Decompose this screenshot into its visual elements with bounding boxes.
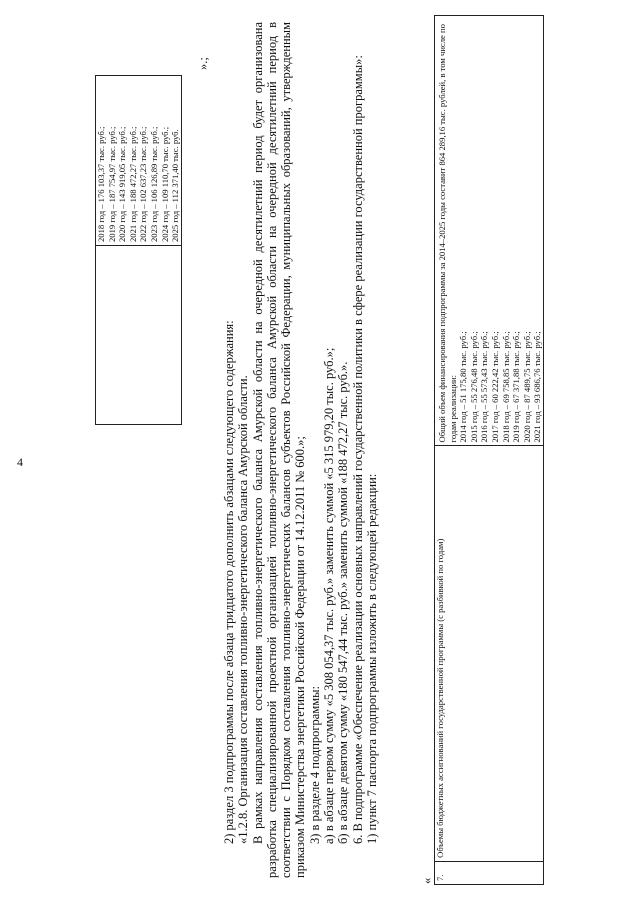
paragraph: «1.2.8. Организация составления топливно-энергетического баланса Амурской области.	[236, 375, 251, 844]
table-row	[96, 76, 182, 425]
top-table-empty-cell	[96, 245, 182, 424]
body-text	[222, 22, 379, 878]
top-table-years-cell	[96, 76, 182, 246]
year-line: 2016 год – 55 573,43 тыс. руб.;	[479, 331, 490, 443]
total-line: Общий объем финансирования подпрограммы за 2014–2025 годы составит 864 289,16 тыс. рублей, в том числе по годам реализации:	[437, 24, 458, 443]
year-line: 2020 год – 87 489,75 тыс. руб.;	[521, 331, 532, 443]
bottom-table	[434, 15, 544, 885]
paragraph: 6. В подпрограмме «Обеспечение реализации основных направлений государственной политики в сфере реализации государственной программы»:	[350, 55, 365, 844]
year-line: 2023 год – 106 126,89 тыс. руб.;	[148, 126, 159, 242]
year-line: 2019 год – 187 754,97 тыс. руб.;	[106, 126, 117, 242]
closing-quote: ».;	[196, 57, 210, 70]
year-line: 2019 год – 67 371,88 тыс. руб.;	[511, 331, 522, 443]
year-line: 2018 год – 69 758,85 тыс. руб.;	[500, 331, 511, 443]
row-label: Объемы бюджетных ассигнований государственной программы (с разбивкой по годам)	[435, 446, 544, 861]
year-line: 2021 год – 93 686,76 тыс. руб.;	[532, 331, 543, 443]
top-table	[95, 75, 182, 425]
year-line: 2017 год – 60 222,42 тыс. руб.;	[489, 331, 500, 443]
year-line: 2018 год – 176 103,37 тыс. руб.;	[96, 126, 106, 242]
year-line: 2014 год – 51 175,80 тыс. руб.;	[458, 331, 469, 443]
table-row	[435, 16, 544, 885]
year-line: 2024 год – 109 110,70 тыс. руб.;	[159, 126, 170, 242]
paragraph: б) в абзаце девятом сумму «180 547,44 тыс. руб.» заменить суммой «188 472,27 тыс. руб.».	[336, 361, 351, 844]
year-line: 2025 год – 112 371,40 тыс. руб.	[170, 129, 181, 242]
rotated-page-content	[10, 10, 630, 890]
year-line: 2020 год – 143 919,05 тыс. руб.;	[117, 126, 128, 242]
paragraph: 1) пункт 7 паспорта подпрограммы изложить в следующей редакции:	[364, 473, 379, 844]
paragraph: а) в абзаце первом сумму «5 308 054,37 тыс. руб.» заменить суммой «5 315 979,20 тыс. руб.»;	[322, 347, 337, 844]
row-number: 7.	[435, 861, 544, 884]
paragraph: В рамках направления составления топливно-энергетического баланса Амурской области на очередной десятилетний период будет организована разработка специализированной проектной организацией топливно-энергетического баланса Амурской области на очередной десятилетний период в соответствии с Порядком составления топливно-энергетических балансов субъектов Российской Федерации, муниципальных образований, утвержденным приказом Министерства энергетики Российской Федерации от 14.12.2011 № 600.»;	[250, 22, 308, 878]
year-line: 2022 год – 102 637,23 тыс. руб.;	[138, 126, 149, 242]
year-line: 2015 год – 55 276,48 тыс. руб.;	[468, 331, 479, 443]
year-line: 2021 год – 188 472,27 тыс. руб.;	[127, 126, 138, 242]
paragraph: 3) в разделе 4 подпрограммы:	[307, 685, 322, 844]
paragraph: 2) раздел 3 подпрограммы после абзаца тридцатого дополнить абзацами следующего содержания:	[222, 320, 236, 844]
row-value	[435, 16, 544, 446]
opening-quote: «	[420, 877, 434, 884]
page-number: 4	[17, 455, 23, 469]
